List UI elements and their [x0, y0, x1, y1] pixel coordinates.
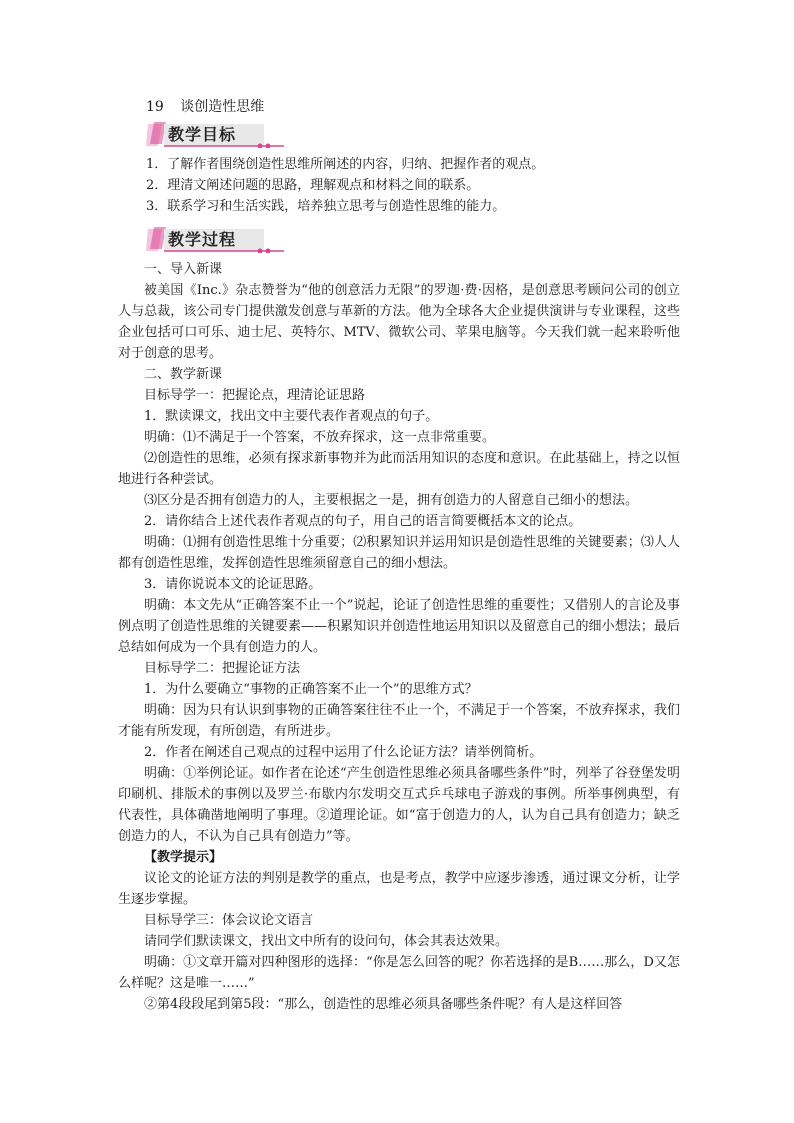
teaching-hint: 议论文的论证方法的判别是教学的重点，也是考点，教学中应逐步渗透，通过课文分析，让学生逐步掌握。	[118, 871, 680, 907]
answer: 明确：①文章开篇对四种图形的选择：“你是怎么回答的呢？你若选择的是B……那么，D又怎么样呢？这是唯一……”	[118, 955, 680, 991]
subsection-heading: 目标导学二：把握论证方法	[144, 661, 301, 676]
process-heading: 教学过程	[168, 230, 237, 249]
question: 2．作者在阐述自己观点的过程中运用了什么论证方法？请举例简析。	[144, 745, 543, 760]
question: 3．请你说说本文的论证思路。	[144, 577, 322, 592]
lesson-title-text: 谈创造性思维	[180, 99, 265, 115]
teaching-hint-heading: 【教学提示】	[144, 850, 223, 865]
answer: 明确：⑴不满足于一个答案，不放弃探求，这一点非常重要。	[144, 430, 496, 445]
goal-item: 2．理清文阐述问题的思路，理解观点和材料之间的联系。	[146, 178, 480, 193]
answer: 明确：⑴拥有创造性思维十分重要；⑵积累知识并运用知识是创造性思维的关键要素；⑶人人都有创造性思维，发挥创造性思维须留意自己的细小想法。	[118, 535, 680, 571]
question: 1．为什么要确立“事物的正确答案不止一个”的思维方式？	[144, 682, 478, 697]
document-content	[118, 96, 680, 1015]
answer: 明确：①举例论证。如作者在论述“产生创造性思维必须具备哪些条件”时，列举了谷登堡发明印刷机、排版术的事例以及罗兰·布歇内尔发明交互式乒乓球电子游戏的事例。所举事例典型，有代表性，具体确凿地阐明了事理。②道理论证。如“富于创造力的人，认为自己具有创造力；缺乏创造力的人，不认为自己具有创造力”等。	[118, 766, 680, 844]
lesson-number: 19	[146, 99, 164, 115]
process-body	[118, 259, 680, 1015]
subsection-heading: 目标导学三：体会议论文语言	[144, 913, 314, 928]
answer: ⑶区分是否拥有创造力的人，主要根据之一是，拥有创造力的人留意自己细小的想法。	[144, 493, 639, 508]
lesson-title	[146, 96, 680, 118]
section-heading: 一、导入新课	[144, 262, 223, 277]
answer: 明确：本文先从“正确答案不止一个”说起，论证了创造性思维的重要性；又借别人的言论及事例点明了创造性思维的关键要素——积累知识并创造性地运用知识以及留意自己的细小想法；最后总结如何成为一个具有创造力的人。	[118, 598, 680, 655]
section-heading: 二、教学新课	[144, 367, 223, 382]
question: 请同学们默读课文，找出文中所有的设问句，体会其表达效果。	[144, 934, 509, 949]
goal-item: 3．联系学习和生活实践，培养独立思考与创造性思维的能力。	[146, 199, 506, 214]
question: 1．默读课文，找出文中主要代表作者观点的句子。	[144, 409, 439, 424]
goals-heading: 教学目标	[168, 125, 237, 144]
question: 2．请你结合上述代表作者观点的句子，用自己的语言简要概括本文的论点。	[144, 514, 582, 529]
answer: ⑵创造性的思维，必须有探求新事物并为此而活用知识的态度和意识。在此基础上，持之以恒地进行各种尝试。	[118, 451, 680, 487]
goals-banner	[146, 120, 286, 148]
answer: ②第4段段尾到第5段：“那么，创造性的思维必须具备哪些条件呢？有人是这样回答	[144, 997, 623, 1012]
goals-list	[118, 154, 680, 217]
subsection-heading: 目标导学一：把握论点，理清论证思路	[144, 388, 366, 403]
process-banner	[146, 225, 286, 253]
paragraph: 被美国《Inc.》杂志赞誉为“他的创意活力无限”的罗迦·费·因格，是创意思考顾问公司的创立人与总裁，该公司专门提供激发创意与革新的方法。他为全球各大企业提供演讲与专业课程，这些企业包括可口可乐、迪士尼、英特尔、MTV、微软公司、苹果电脑等。今天我们就一起来聆听他对于创意的思考。	[118, 283, 680, 361]
goal-item: 1．了解作者围绕创造性思维所阐述的内容，归纳、把握作者的观点。	[146, 157, 545, 172]
answer: 明确：因为只有认识到事物的正确答案往往不止一个，不满足于一个答案，不放弃探求，我们才能有所发现，有所创造，有所进步。	[118, 703, 680, 739]
